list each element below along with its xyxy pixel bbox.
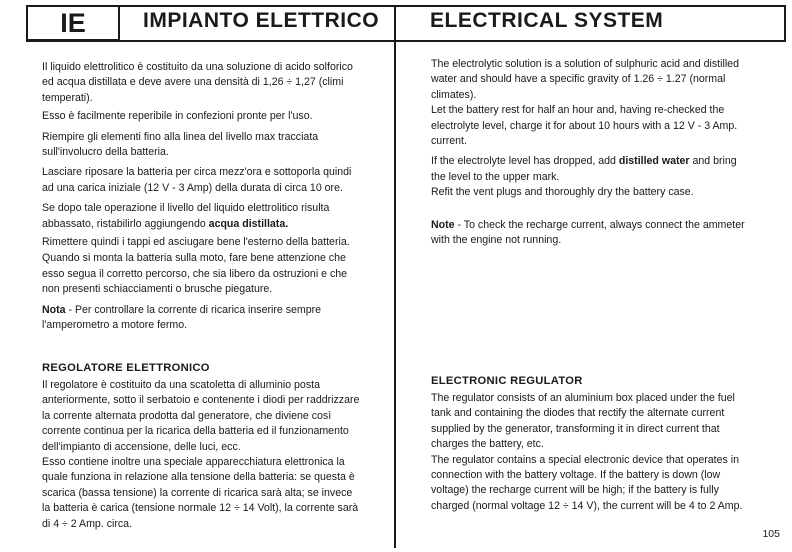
note-text: - Per controllare la corrente di ricarica inserire sempre l'amperometro a motore fermo. xyxy=(42,303,322,332)
paragraph: Il liquido elettrolitico è costituito da una soluzione di acido solforico ed acqua distillata e deve avere una densità di 1,26 ÷ 1,27 (climi temperati). xyxy=(42,61,353,104)
top-rule xyxy=(26,5,786,7)
paragraph: The regulator contains a special electronic device that operates in connection with the battery voltage. If the battery is down (low voltage) the recharge current will be high; if the battery is fully charged (normal voltage 12 ÷ 14 V), the current will be 4 to 2 Amp. xyxy=(431,453,743,512)
header-title-english: ELECTRICAL SYSTEM xyxy=(430,9,664,32)
paragraph: Riempire gli elementi fino alla linea del livello max tracciata sull'involucro della batteria. xyxy=(42,130,319,159)
paragraph: Il regolatore è costituito da una scatoletta di alluminio posta anteriormente, sotto il serbatoio e contenente i diodi per raddrizzare la corrente alternata prodotta dal generatore, che diviene così corrente continua per la ricarica della batteria ed il funzionamento dell'impianto di accensione, delle luci, ecc. xyxy=(42,379,360,453)
section-code: IE xyxy=(60,7,86,38)
paragraph: Rimettere quindi i tappi ed asciugare bene l'esterno della batteria. xyxy=(42,236,350,249)
note xyxy=(431,218,749,249)
section-heading: REGOLATORE ELETTRONICO xyxy=(42,362,210,374)
left-column-italian xyxy=(42,60,362,337)
right-regulator-text xyxy=(431,391,749,517)
text-run: If the electrolyte level has dropped, add xyxy=(431,155,619,168)
emphasis-text: distilled water xyxy=(618,155,690,168)
paragraph: Esso contiene inoltre una speciale apparecchiatura elettronica la quale funziona in relazione alla tensione della batteria: se questa è scarica (bassa tensione) la corrente di ricarica sarà alta; se invece la batteria è carica (tensione normale 12 ÷ 14 Volt), la corrente sarà di 4 ÷ 2 Amp. circa. xyxy=(42,456,359,530)
note xyxy=(42,303,362,334)
page-number: 105 xyxy=(762,528,780,540)
note-text: - To check the recharge current, always connect the ammeter with the engine not running. xyxy=(431,218,745,247)
paragraph xyxy=(42,201,362,232)
paragraph: Esso è facilmente reperibile in confezioni pronte per l'uso. xyxy=(42,110,313,123)
text-run: and bring the level to the upper mark. xyxy=(431,155,737,183)
note-label: Nota xyxy=(42,303,66,316)
paragraph: The electrolytic solution is a solution of sulphuric acid and distilled water and should have a specific gravity of 1.26 ÷ 1.27 (normal climates). xyxy=(431,58,739,101)
text-run: Se dopo tale operazione il livello del liquido elettrolitico risulta abbassato, ristabilirlo aggiungendo xyxy=(42,202,330,230)
paragraph: The regulator consists of an aluminium box placed under the fuel tank and containing the diodes that rectify the alternate current supplied by the generator, transforming it in direct current that charges the battery, etc. xyxy=(431,392,735,451)
paragraph: Refit the vent plugs and thoroughly dry the battery case. xyxy=(431,186,694,199)
left-regulator-text xyxy=(42,378,362,535)
paragraph: Lasciare riposare la batteria per circa mezz'ora e sottoporla quindi ad una carica iniziale (12 V - 3 Amp) della durata di circa 10 ore. xyxy=(42,166,352,194)
section-code-box xyxy=(26,5,120,41)
section-heading: ELECTRONIC REGULATOR xyxy=(431,375,583,387)
center-divider xyxy=(394,5,396,548)
header-bottom-rule xyxy=(26,40,786,42)
emphasis-text: acqua distillata. xyxy=(208,217,289,230)
right-edge-rule xyxy=(784,5,786,42)
header-title-italian: IMPIANTO ELETTRICO xyxy=(143,9,380,32)
paragraph: Let the battery rest for half an hour and, having re-checked the electrolyte level, charge it for about 10 hours with a 12 V - 3 Amp. current. xyxy=(431,104,738,148)
note-label: Note xyxy=(431,218,455,231)
paragraph: Quando si monta la batteria sulla moto, fare bene attenzione che esso segua il corretto percorso, che sia libero da ostruzioni e che non presenti schiacciamenti o brusche piegature. xyxy=(42,252,348,296)
right-column-english xyxy=(431,57,749,251)
paragraph xyxy=(431,154,749,185)
